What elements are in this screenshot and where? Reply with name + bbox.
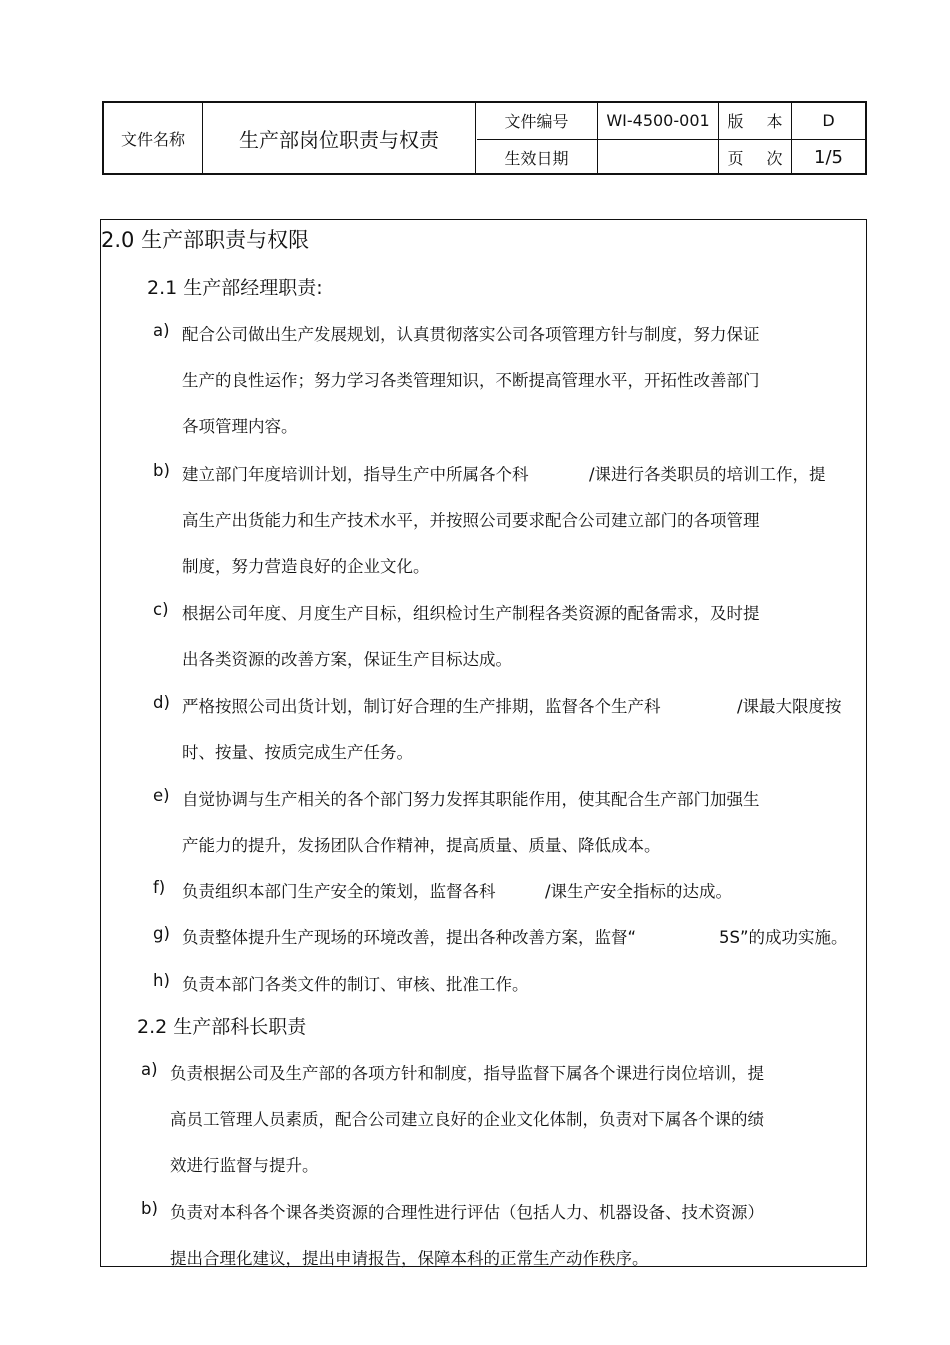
list-item-line: 负责整体提升生产现场的环境改善，提出各种改善方案，监督“ (182, 928, 637, 947)
section-title: 2.0 生产部职责与权限 (101, 228, 310, 252)
list-marker: b) (141, 1199, 158, 1218)
doc-no-value: WI-4500-001 (606, 111, 710, 130)
list-item-line: 5S”的成功实施。 (719, 928, 848, 947)
list-item-line: 出各类资源的改善方案，保证生产目标达成。 (182, 650, 512, 669)
list-item-line: 负责组织本部门生产安全的策划，监督各科 (182, 882, 496, 901)
list-item-line: 制度，努力营造良好的企业文化。 (182, 557, 430, 576)
doc-no-label: 文件编号 (504, 112, 569, 131)
list-item-line: 建立部门年度培训计划，指导生产中所属各个科 (182, 465, 529, 484)
list-marker: f) (153, 878, 166, 897)
list-marker: h) (153, 971, 170, 990)
effective-date-value (598, 140, 718, 174)
section-chief-duties-title: 2.2 生产部科长职责 (137, 1016, 307, 1038)
page-value: 1/5 (814, 146, 843, 168)
list-item-line: /课最大限度按 (737, 697, 842, 716)
list-marker: a) (141, 1060, 158, 1079)
list-item-line: 自觉协调与生产相关的各个部门努力发挥其职能作用，使其配合生产部门加强生 (182, 790, 760, 809)
list-item-line: 严格按照公司出货计划，制订好合理的生产排期，监督各个生产科 (182, 697, 661, 716)
list-marker: c) (153, 600, 169, 619)
list-item-line: 效进行监督与提升。 (170, 1156, 319, 1175)
list-item-line: /课生产安全指标的达成。 (545, 882, 733, 901)
list-item-line: 产能力的提升，发扬团队合作精神，提高质量、质量、降低成本。 (182, 836, 661, 855)
document-header-table (102, 101, 867, 175)
list-item-line: 生产的良性运作；努力学习各类管理知识，不断提高管理水平，开拓性改善部门 (182, 371, 760, 390)
manager-duties-title: 2.1 生产部经理职责: (147, 277, 323, 299)
list-item-line: 高员工管理人员素质，配合公司建立良好的企业文化体制，负责对下属各个课的绩 (170, 1110, 764, 1129)
file-name-value: 生产部岗位职责与权责 (239, 127, 439, 152)
list-item-line: 高生产出货能力和生产技术水平，并按照公司要求配合公司建立部门的各项管理 (182, 511, 760, 530)
list-item-line: 提出合理化建议，提出申请报告，保障本科的正常生产动作秩序。 (170, 1249, 649, 1268)
list-marker: e) (153, 786, 170, 805)
list-item-line: 各项管理内容。 (182, 417, 298, 436)
page-label: 页 次 (727, 148, 783, 168)
list-item-line: 负责本部门各类文件的制订、审核、批准工作。 (182, 975, 529, 994)
list-marker: a) (153, 321, 170, 340)
list-item-line: /课进行各类职员的培训工作，提 (589, 465, 826, 484)
version-label: 版 本 (727, 112, 783, 131)
file-name-label: 文件名称 (120, 129, 185, 149)
list-marker: d) (153, 693, 170, 712)
version-value: D (822, 111, 835, 130)
list-item-line: 负责对本科各个课各类资源的合理性进行评估（包括人力、机器设备、技术资源） (170, 1203, 764, 1222)
list-marker: g) (153, 924, 170, 943)
list-item-line: 配合公司做出生产发展规划，认真贯彻落实公司各项管理方针与制度，努力保证 (182, 325, 760, 344)
effective-date-label: 生效日期 (504, 148, 569, 168)
list-item-line: 时、按量、按质完成生产任务。 (182, 743, 413, 762)
list-marker: b) (153, 461, 170, 480)
list-item-line: 负责根据公司及生产部的各项方针和制度，指导监督下属各个课进行岗位培训，提 (170, 1064, 764, 1083)
list-item-line: 根据公司年度、月度生产目标，组织检讨生产制程各类资源的配备需求，及时提 (182, 604, 760, 623)
content-box (100, 219, 867, 1267)
